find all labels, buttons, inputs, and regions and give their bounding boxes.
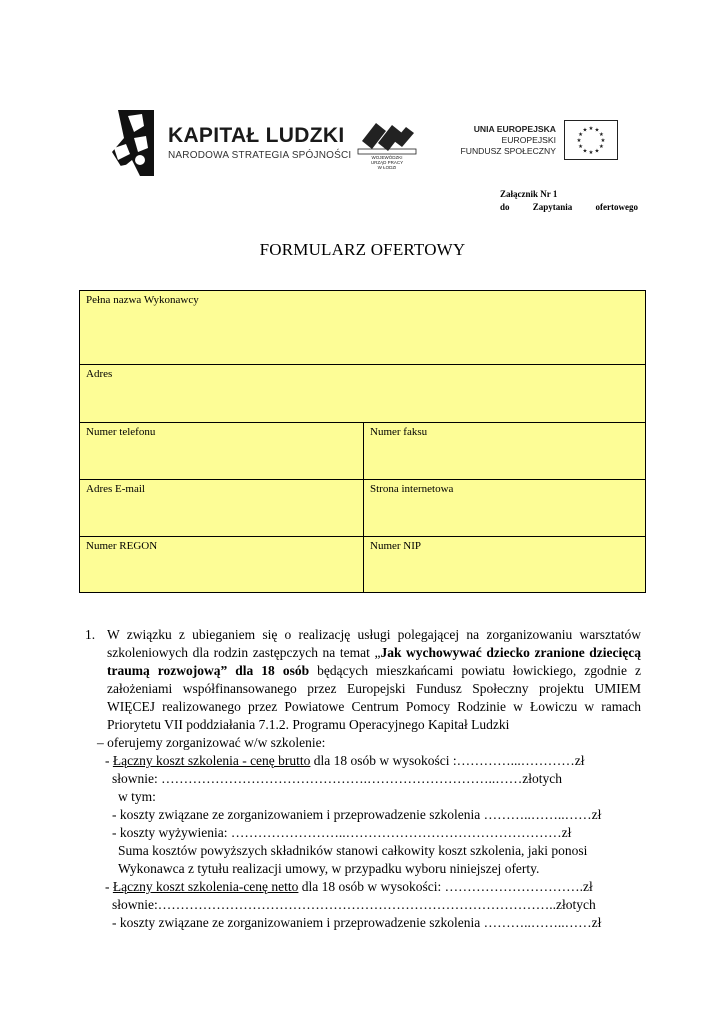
eu-flag-icon	[564, 120, 618, 160]
annex-word-do: do	[500, 202, 510, 212]
eu-logo	[453, 120, 618, 166]
section-intro	[107, 626, 641, 734]
intro-text-a: W związku z ubieganiem się o realizację usługi polegającej na zorganizowaniu warsztatów szkoleniowych dla rodzin zastępczych na temat „	[107, 627, 641, 660]
email-field[interactable]	[80, 480, 364, 537]
gross-words-line: słownie: ……………………………………….………………………..……złotych	[112, 771, 562, 786]
annex-word-ofertowego: ofertowego	[595, 202, 638, 212]
wup-logo	[356, 119, 418, 177]
eu-star-icon: ★	[594, 127, 600, 134]
eu-line2: EUROPEJSKI	[501, 135, 556, 145]
full-name-label: Pełna nazwa Wykonawcy	[86, 294, 199, 306]
eu-line3: FUNDUSZ SPOŁECZNY	[460, 146, 556, 156]
full-name-field[interactable]	[80, 291, 646, 365]
offer-form-table	[79, 290, 646, 593]
fax-field[interactable]	[364, 423, 646, 480]
wup-emblem-icon	[356, 119, 418, 155]
sum-line-b: Wykonawca z tytułu realizacji umowy, w przypadku wyboru niniejszej oferty.	[118, 861, 540, 876]
org-costs-net-line: - koszty związane ze zorganizowaniem i przeprowadzenie szkolenia ………..……..……zł	[112, 915, 602, 930]
regon-field[interactable]	[80, 537, 364, 593]
nip-field[interactable]	[364, 537, 646, 593]
gross-cost-rest: dla 18 osób w wysokości :…………...…………zł	[310, 753, 585, 768]
gross-cost-line	[85, 752, 641, 770]
sum-line-a: Suma kosztów powyższych składników stanowi całkowity koszt szkolenia, jaki ponosi	[118, 843, 588, 858]
kapital-ludzki-emblem-icon	[110, 108, 158, 178]
eu-star-icon: ★	[582, 148, 588, 155]
address-label: Adres	[86, 368, 113, 380]
annex-header	[500, 188, 638, 214]
eu-star-icon: ★	[598, 132, 604, 138]
eu-star-icon: ★	[594, 148, 600, 155]
intro-bold-topic: Jak wychowywać dziecko zranione dziecięcą traumą rozwojową” dla 18 osób	[107, 645, 642, 678]
page-title: FORMULARZ OFERTOWY	[259, 240, 466, 259]
nip-label: Numer NIP	[370, 540, 422, 552]
wup-line3: W ŁODZI	[377, 165, 397, 170]
eu-star-icon: ★	[600, 138, 606, 144]
section-1	[85, 626, 641, 932]
net-cost-line	[85, 878, 641, 896]
fax-label: Numer faksu	[370, 426, 428, 438]
phone-label: Numer telefonu	[86, 426, 156, 438]
kapital-ludzki-subtitle: NARODOWA STRATEGIA SPÓJNOŚCI	[168, 150, 352, 161]
eu-star-icon: ★	[588, 126, 594, 132]
gross-prefix: -	[105, 753, 113, 768]
kapital-ludzki-title: KAPITAŁ LUDZKI	[168, 124, 345, 147]
net-cost-rest: dla 18 osób w wysokości: ………………………….zł	[298, 879, 593, 894]
food-costs-line: - koszty wyżywienia: ……………………..…………………………………………zł	[112, 825, 572, 840]
net-words-line: słownie:……………………………………………………………………………..złotych	[112, 897, 596, 912]
intro-text-b: będących mieszkańcami powiatu łowickiego, zgodnie z założeniami współfinansowanego przez Europejski Fundusz Społeczny projektu UMIEM WIĘCEJ realizowanego przez Powiatowe Centrum Pomocy Rodzinie w Łowiczu w ramach Priorytetu VII poddziałania 7.1.2. Programu Operacyjnego Kapitał Ludzki	[107, 663, 641, 732]
eu-star-icon: ★	[598, 144, 604, 150]
net-cost-label: Łączny koszt szkolenia-cenę netto	[112, 879, 299, 894]
org-costs-line: - koszty związane ze zorganizowaniem i przeprowadzenie szkolenia ………..……..……zł	[112, 807, 602, 822]
offer-line: – oferujemy zorganizować w/w szkolenie:	[97, 735, 326, 750]
including-line: w tym:	[118, 789, 156, 804]
eu-star-icon: ★	[588, 150, 594, 156]
net-prefix: -	[105, 879, 113, 894]
eu-star-icon: ★	[578, 132, 584, 138]
website-label: Strona internetowa	[370, 483, 454, 495]
phone-field[interactable]	[80, 423, 364, 480]
eu-line1: UNIA EUROPEJSKA	[473, 124, 556, 134]
gross-cost-label: Łączny koszt szkolenia - cenę brutto	[112, 753, 311, 768]
address-field[interactable]	[80, 365, 646, 423]
eu-star-icon: ★	[578, 144, 584, 150]
kapital-ludzki-logo	[110, 108, 352, 178]
section-number: 1.	[85, 627, 96, 642]
annex-word-zapytania: Zapytania	[532, 202, 573, 212]
wup-line2: URZĄD PRACY	[370, 160, 404, 165]
eu-star-icon: ★	[576, 138, 582, 144]
annex-line1: Załącznik Nr 1	[500, 189, 558, 199]
wup-line1: WOJEWÓDZKI	[371, 155, 403, 160]
website-field[interactable]	[364, 480, 646, 537]
email-label: Adres E-mail	[86, 483, 145, 495]
eu-star-icon: ★	[582, 127, 588, 134]
regon-label: Numer REGON	[86, 540, 158, 552]
